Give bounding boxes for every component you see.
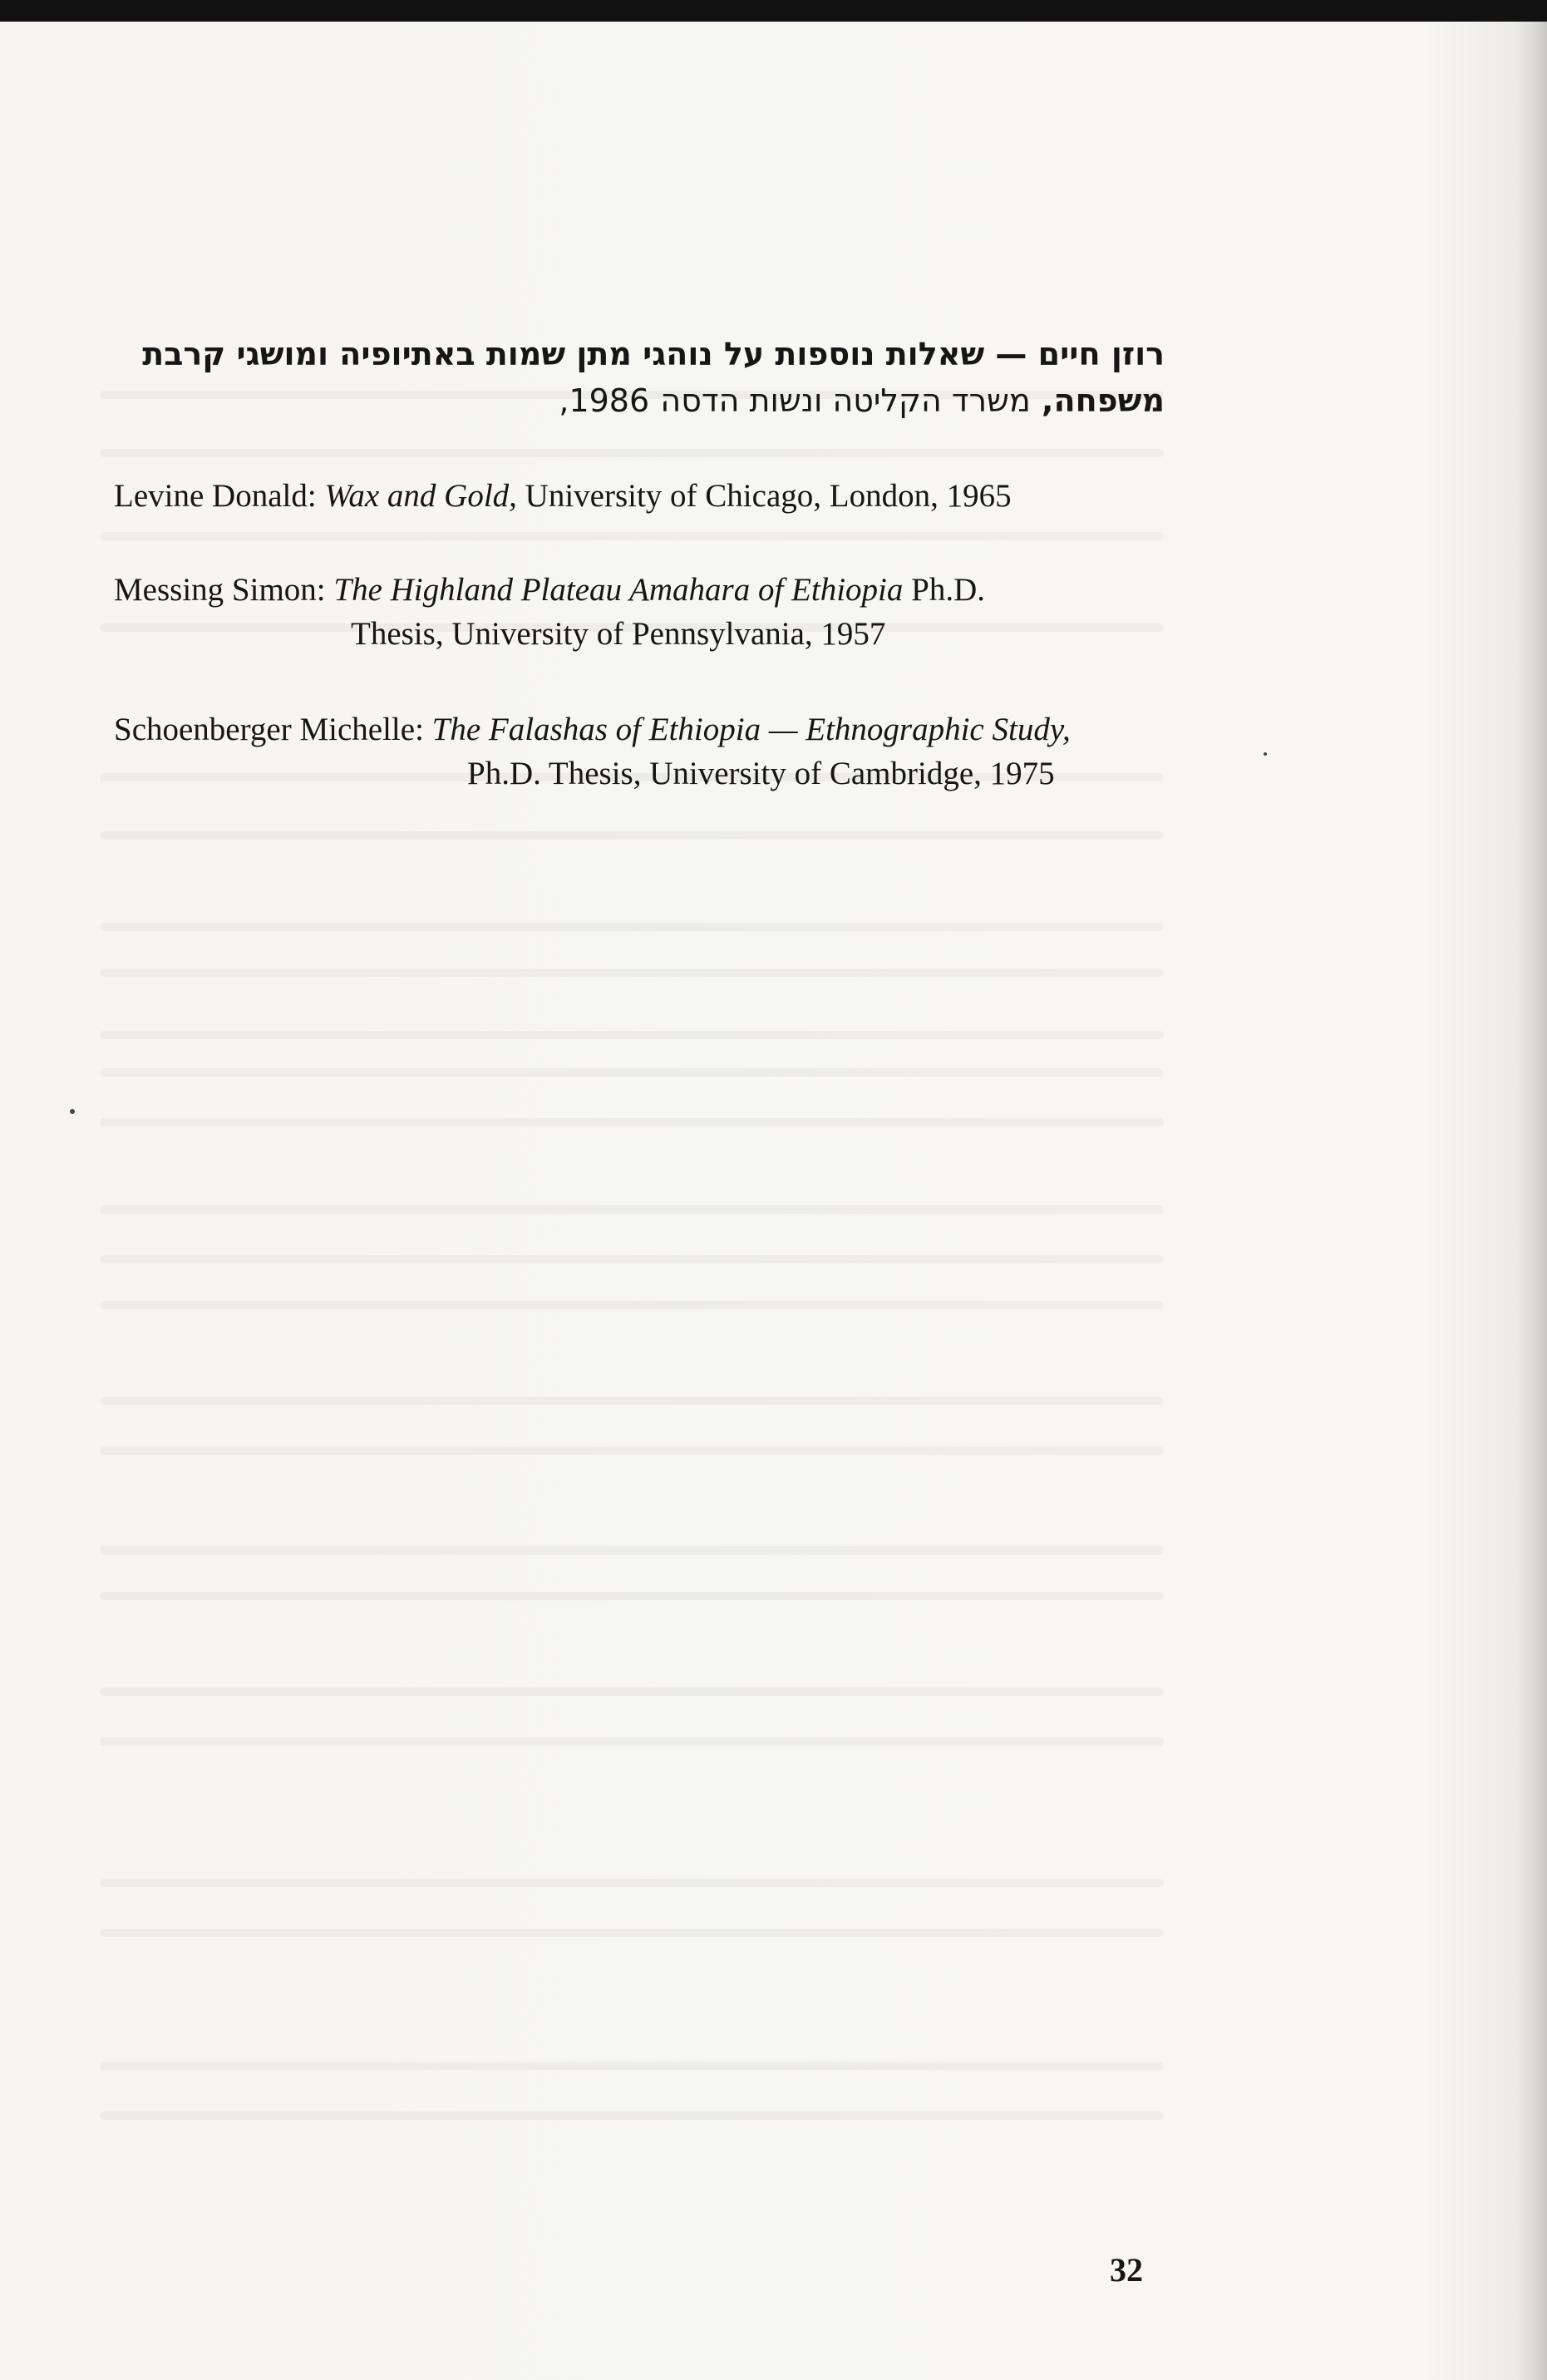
entry-title: The Falashas of Ethiopia — Ethnographic Study, <box>431 712 1071 747</box>
hebrew-title: שאלות נוספות על נוהגי מתן שמות באתיופיה ומושגי קרבת משפחה, <box>142 336 1165 419</box>
page-number: 32 <box>1110 2251 1143 2289</box>
show-through-line <box>100 532 1164 540</box>
entry-title: Wax and Gold, <box>324 478 517 514</box>
scan-speck <box>70 1109 75 1114</box>
entry-author: Messing Simon: <box>114 572 326 608</box>
scan-speck <box>1264 752 1267 756</box>
show-through-line <box>100 1546 1164 1555</box>
entry-continuation: Thesis, University of Pennsylvania, 1957 <box>351 616 886 652</box>
show-through-line <box>100 1879 1164 1887</box>
entry-continuation: Ph.D. Thesis, University of Cambridge, 1975 <box>467 756 1055 791</box>
bibliography-entry <box>114 568 1178 656</box>
show-through-line <box>100 1255 1164 1264</box>
show-through-line <box>100 1118 1164 1126</box>
show-through-line <box>100 1205 1164 1214</box>
show-through-line <box>100 449 1164 457</box>
show-through-line <box>100 2062 1164 2070</box>
show-through-line <box>100 1929 1164 1937</box>
show-through-line <box>100 1397 1164 1405</box>
hebrew-publisher: משרד הקליטה ונשות הדסה <box>660 382 1031 419</box>
show-through-line <box>100 1068 1164 1077</box>
entry-author: Levine Donald: <box>114 478 317 514</box>
show-through-line <box>100 1301 1164 1309</box>
show-through-line <box>100 2111 1164 2120</box>
entry-author: Schoenberger Michelle: <box>114 712 424 747</box>
show-through-line <box>100 968 1164 977</box>
bibliography-entry <box>114 474 1178 518</box>
hebrew-year: 1986, <box>559 382 650 419</box>
show-through-line <box>100 831 1164 840</box>
hebrew-author: רוזן חיים <box>1037 336 1165 372</box>
bibliography-entry <box>114 707 1178 796</box>
show-through-line <box>100 1446 1164 1455</box>
show-through-line <box>100 1737 1164 1746</box>
entry-details: Ph.D. <box>911 572 985 608</box>
show-through-line <box>100 1031 1164 1039</box>
hebrew-dash: — <box>995 336 1027 372</box>
scan-right-shadow <box>1514 22 1547 2380</box>
hebrew-bibliography-entry <box>134 331 1165 424</box>
show-through-line <box>100 923 1164 931</box>
show-through-line <box>100 1688 1164 1696</box>
entry-title: The Highland Plateau Amahara of Ethiopia <box>333 572 904 608</box>
show-through-line <box>100 1592 1164 1600</box>
scan-top-edge <box>0 0 1547 22</box>
entry-details: University of Chicago, London, 1965 <box>525 478 1012 514</box>
